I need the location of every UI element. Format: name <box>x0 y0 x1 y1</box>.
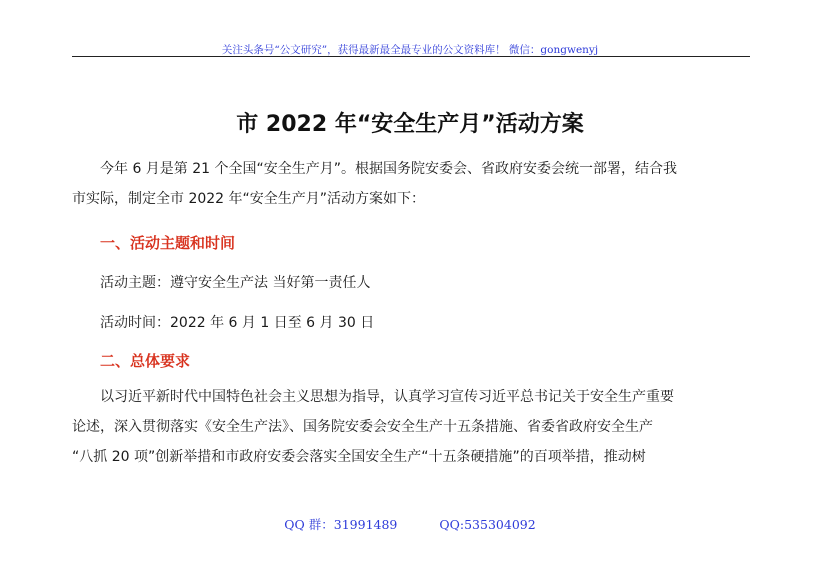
activity-theme: 活动主题：遵守安全生产法 当好第一责任人 <box>100 275 371 291</box>
intro-line-2: 市实际，制定全市 2022 年“安全生产月”活动方案如下： <box>72 191 426 207</box>
requirements-paragraph <box>72 382 748 472</box>
header-promo-text: 关注头条号“公文研究”，获得最新最全最专业的公文资料库！ 微信：gongwenyj <box>221 44 599 56</box>
document-title: 市 2022 年“安全生产月”活动方案 <box>236 112 584 137</box>
footer-qq: QQ:535304092 <box>439 517 536 532</box>
intro-line-1: 今年 6 月是第 21 个全国“安全生产月”。根据国务院安委会、省政府安委会统一部署，结合我 <box>100 161 678 177</box>
section-1-heading: 一、活动主题和时间 <box>100 234 236 252</box>
header-rule <box>72 56 750 57</box>
footer-contact <box>0 515 820 533</box>
intro-paragraph <box>72 154 748 214</box>
requirements-line-2: 论述，深入贯彻落实《安全生产法》、国务院安委会安全生产十五条措施、省委省政府安全生产 <box>72 419 653 435</box>
requirements-line-1: 以习近平新时代中国特色社会主义思想为指导，认真学习宣传习近平总书记关于安全生产重要 <box>100 389 674 405</box>
section-2-heading: 二、总体要求 <box>100 352 191 370</box>
activity-time: 活动时间：2022 年 6 月 1 日至 6 月 30 日 <box>100 315 375 331</box>
requirements-line-3: “八抓 20 项”创新举措和市政府安委会落实全国安全生产“十五条硬措施”的百项举措，推动树 <box>72 449 646 465</box>
footer-qq-group: QQ 群：31991489 <box>284 517 398 532</box>
